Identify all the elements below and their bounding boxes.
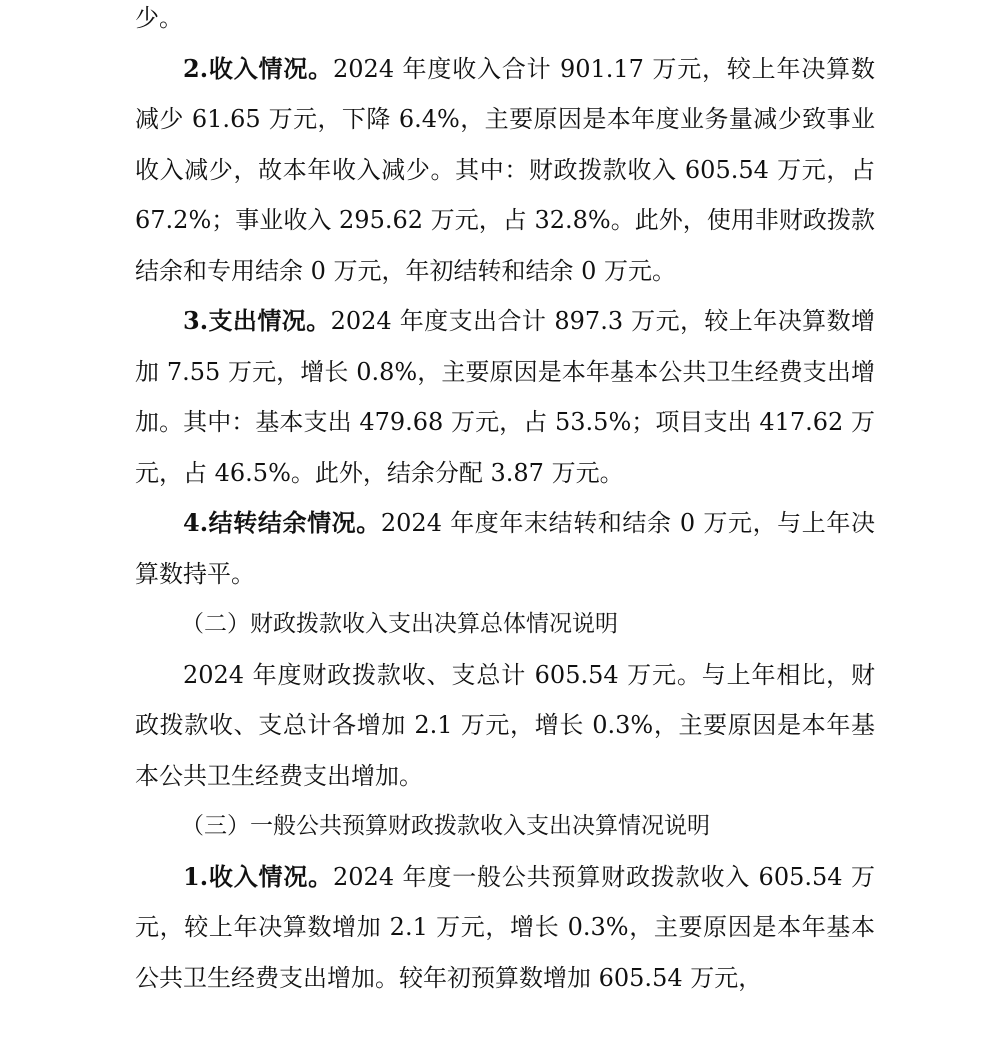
paragraph-section-2: 2024 年度财政拨款收、支总计 605.54 万元。与上年相比，财政拨款收、支总计各增加 2.1 万元，增长 0.3%，主要原因是本年基本公共卫生经费支出增加。 bbox=[135, 660, 875, 790]
paragraph-section-3-lead: 1.收入情况。 bbox=[183, 861, 334, 891]
paragraph-expenditure-text: 2024 年度支出合计 897.3 万元，较上年决算数增加 7.55 万元，增长 0.8%，主要原因是本年基本公共卫生经费支出增加。其中：基本支出 479.68 万元，占 53.5%；项目支出 417.62 万元，占 46.5%。此外，结余分配 3.87 万元。 bbox=[135, 307, 875, 487]
section-heading-3: （三）一般公共预算财政拨款收入支出决算情况说明 bbox=[181, 813, 710, 839]
paragraph-section-3-text: 2024 年度一般公共预算财政拨款收入 605.54 万元，较上年决算数增加 2.1 万元，增长 0.3%，主要原因是本年基本公共卫生经费支出增加。较年初预算数增加 605.54 万元， bbox=[135, 862, 875, 992]
continuation-text: 少。 bbox=[135, 4, 183, 32]
paragraph-income bbox=[135, 44, 875, 297]
paragraph-expenditure bbox=[135, 296, 875, 498]
paragraph-income-text: 2024 年度收入合计 901.17 万元，较上年决算数减少 61.65 万元，下降 6.4%，主要原因是本年度业务量减少致事业收入减少，故本年收入减少。其中：财政拨款收入 605.54 万元，占 67.2%；事业收入 295.62 万元，占 32.8%。此外，使用非财政拨款结余和专用结余 0 万元，年初结转和结余 0 万元。 bbox=[135, 54, 875, 285]
document-page bbox=[135, 0, 875, 1003]
paragraph-income-lead: 2.收入情况。 bbox=[183, 53, 334, 83]
paragraph-carryover-lead: 4.结转结余情况。 bbox=[183, 508, 381, 537]
paragraph-expenditure-lead: 3.支出情况。 bbox=[183, 306, 331, 335]
section-heading-2: （二）财政拨款收入支出决算总体情况说明 bbox=[181, 611, 618, 637]
paragraph-carryover bbox=[135, 498, 875, 599]
paragraph-carryover-text: 2024 年度年末结转和结余 0 万元，与上年决算数持平。 bbox=[135, 509, 875, 588]
paragraph-section-3-income bbox=[135, 852, 875, 1004]
